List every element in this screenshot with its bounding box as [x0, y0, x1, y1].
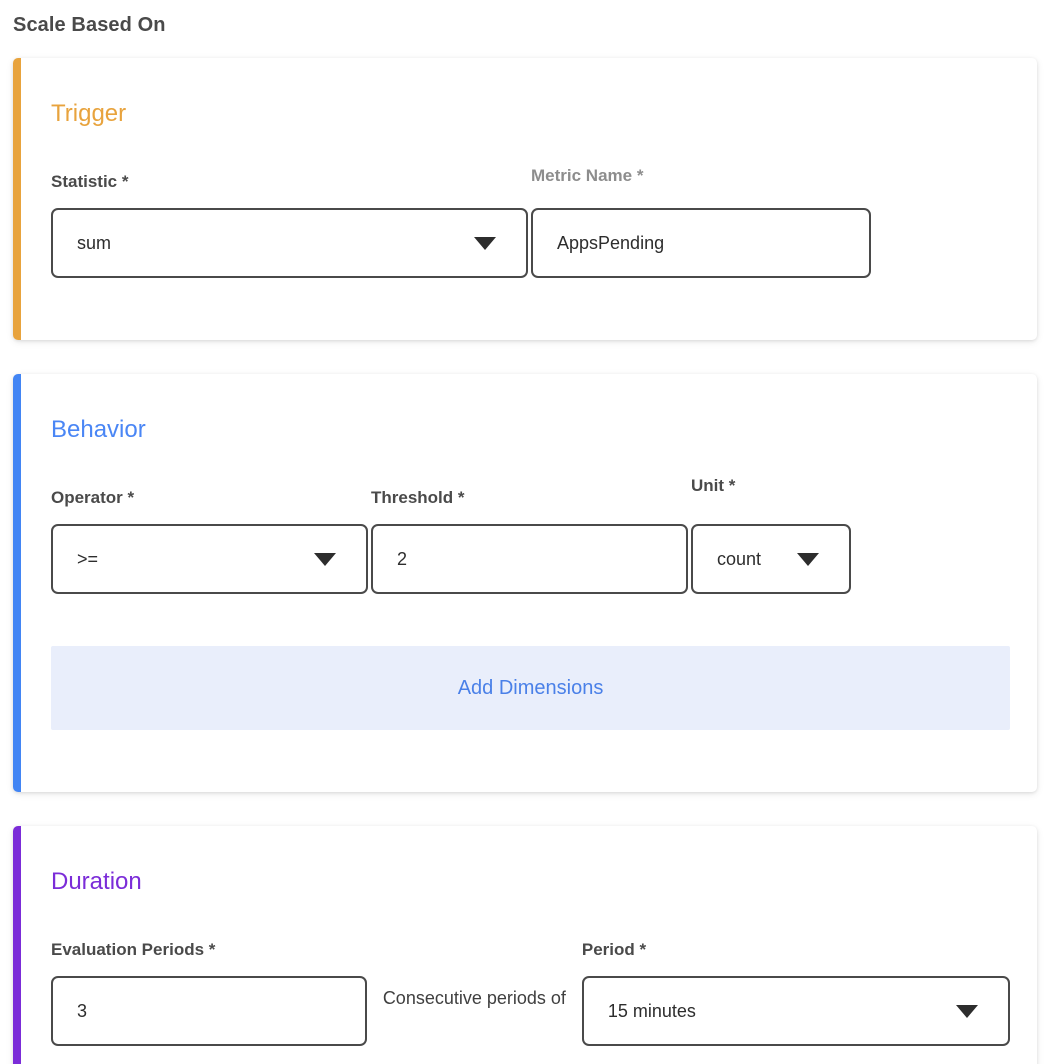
- behavior-section-title: Behavior: [51, 416, 146, 443]
- trigger-accent-bar: [13, 58, 21, 340]
- chevron-down-icon: [956, 1005, 978, 1018]
- period-field: [582, 940, 1010, 1046]
- unit-selected-value: count: [717, 548, 762, 569]
- behavior-fields-row: [51, 476, 1010, 594]
- chevron-down-icon: [474, 237, 496, 250]
- behavior-card: [13, 374, 1037, 792]
- statistic-field: [51, 172, 528, 278]
- statistic-select[interactable]: [51, 208, 528, 278]
- add-dimensions-button[interactable]: [51, 646, 1010, 730]
- statistic-selected-value: sum: [77, 232, 112, 253]
- unit-select[interactable]: [691, 524, 851, 594]
- period-selected-value: 15 minutes: [607, 1000, 696, 1021]
- chevron-down-icon: [797, 553, 819, 566]
- trigger-card: [13, 58, 1037, 340]
- evaluation-periods-field: [51, 940, 367, 1046]
- threshold-field: [371, 488, 688, 594]
- threshold-input[interactable]: [371, 524, 688, 594]
- duration-accent-bar: [13, 826, 21, 1064]
- duration-card: [13, 826, 1037, 1064]
- duration-fields-row: [51, 940, 1010, 1046]
- threshold-label: Threshold *: [371, 488, 465, 507]
- metric-name-input[interactable]: [531, 208, 871, 278]
- operator-label: Operator *: [51, 488, 135, 507]
- period-label: Period *: [581, 940, 647, 959]
- metric-name-label: Metric Name *: [531, 166, 644, 185]
- period-select[interactable]: [582, 976, 1010, 1046]
- trigger-section-title: Trigger: [51, 100, 127, 127]
- statistic-label: Statistic *: [51, 172, 129, 191]
- unit-field: [691, 476, 851, 594]
- page-title: Scale Based On: [13, 14, 166, 36]
- operator-field: [51, 488, 368, 594]
- metric-name-field: [531, 166, 871, 278]
- operator-selected-value: >=: [77, 548, 99, 569]
- chevron-down-icon: [314, 553, 336, 566]
- unit-label: Unit *: [691, 476, 736, 495]
- operator-select[interactable]: [51, 524, 368, 594]
- add-dimensions-label: Add Dimensions: [457, 676, 604, 699]
- consecutive-periods-text: Consecutive periods of: [382, 988, 566, 1008]
- evaluation-periods-label: Evaluation Periods *: [51, 940, 216, 959]
- duration-section-title: Duration: [51, 868, 142, 895]
- behavior-accent-bar: [13, 374, 21, 792]
- trigger-fields-row: [51, 166, 1010, 278]
- evaluation-periods-input[interactable]: [51, 976, 367, 1046]
